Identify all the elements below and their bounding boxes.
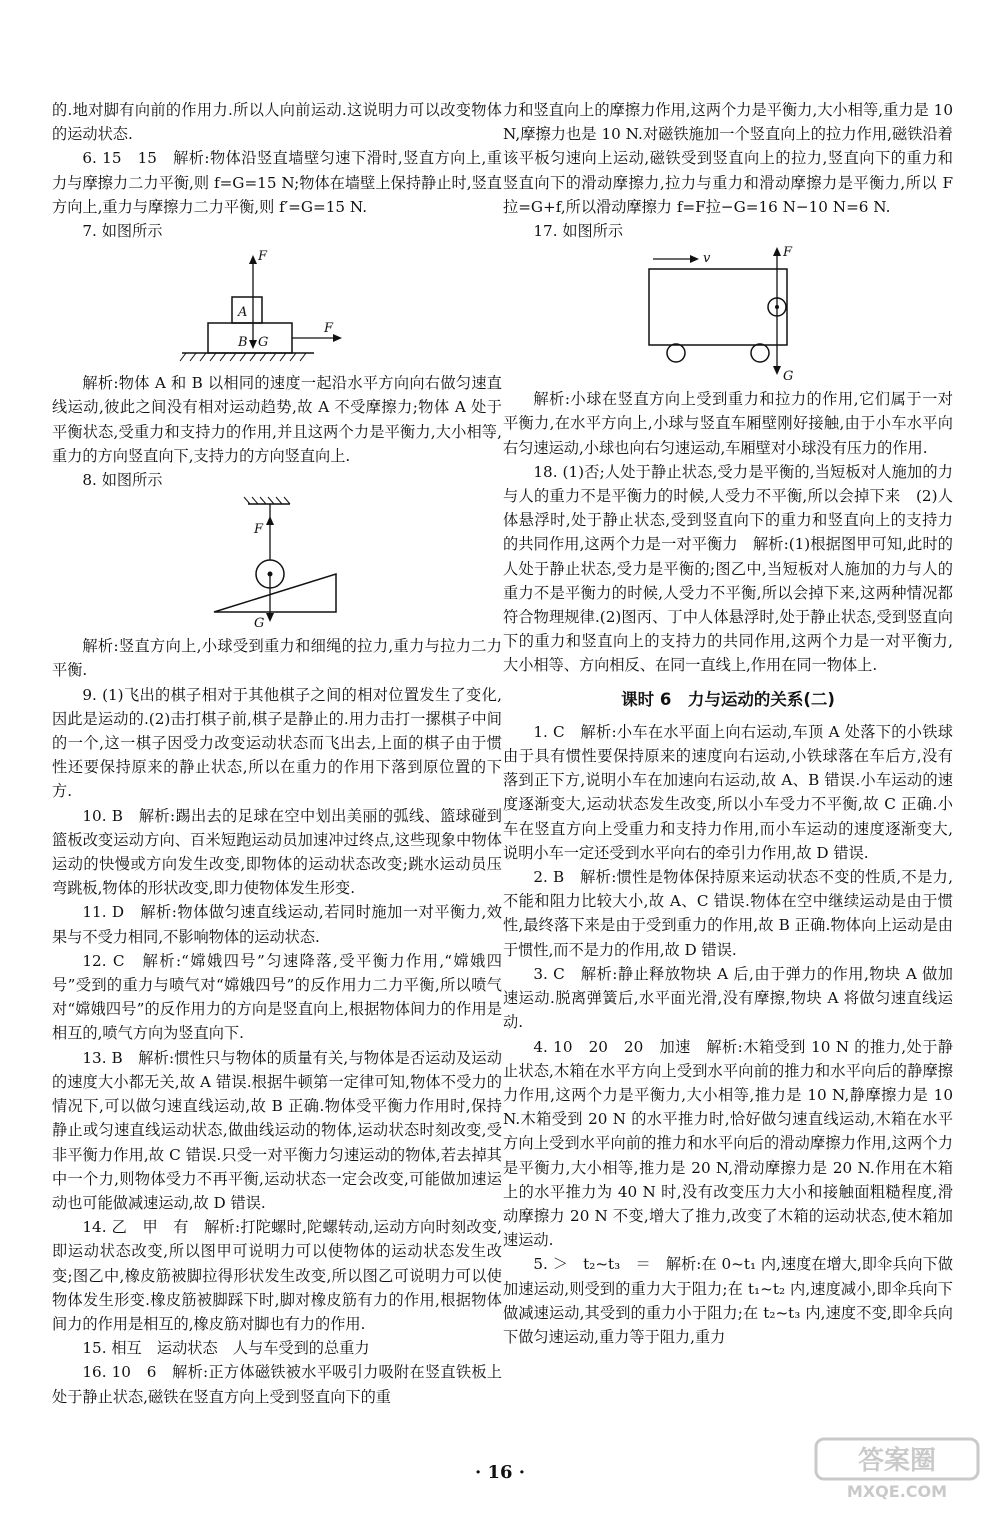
fig17-label-G: G: [783, 369, 794, 385]
fig7-label-F-right: F: [324, 321, 334, 337]
lesson6-answer-1: 1. C 解析:小车在水平面上向右运动,车顶 A 处落下的小铁球由于具有惯性要保持原来的速度向右运动,小铁球落在车后方,没有落到正下方,说明小车在加速向右运动,故 A、B 错误.小车运动的速度逐渐变大,运动状态发生改变,所以小车受力不平衡,故 C 正确.小车在竖直方向上受重力和支持力作用,而小车运动的速度逐渐变大,说明小车一定还受到水平向右的牵引力作用,故 D 错误.: [503, 722, 953, 862]
figure-17-cart: [503, 245, 953, 385]
answer-18: 18. (1)否;人处于静止状态,受力是平衡的,当短板对人施加的力与人的重力不是平衡力的时候,人受力不平衡,所以会掉下来 (2)人体悬浮时,处于静止状态,受到竖直向下的重力和竖直向上的支持力的共同作用,这两个力是一对平衡力 解析:(1)根据图甲可知,此时的人处于静止状态,受力是平衡的;图乙中,当短板对人施加的力与人的重力不是平衡力的时候,人受力不平衡,所以会掉下来,这两种情况都符合物理规律.(2)图丙、丁中人体悬浮时,处于静止状态,受到竖直向下的重力和竖直向上的支持力的共同作用,这两个力是一对平衡力,大小相等、方向相反、在同一直线上,作用在同一物体上.: [503, 462, 953, 675]
fig7-label-B: B: [238, 335, 248, 351]
fig7-label-F-up: F: [258, 249, 268, 265]
answer-13: 13. B 解析:惯性只与物体的质量有关,与物体是否运动及运动的速度大小都无关,故 A 错误.根据牛顿第一定律可知,物体不受力的情况下,可以做匀速直线运动,故 B 正确.物体受平衡力作用时,保持静止或匀速直线运动状态,做曲线运动的物体,运动状态时刻改变,受非平衡力作用,故 C 错误.只受一对平衡力匀速运动的物体,若去掉其中一个力,则物体受力不再平衡,运动状态一定会改变,可能做加速运动也可能做减速运动,故 D 错误.: [52, 1048, 502, 1212]
section-title: 课时 6 力与运动的关系(二): [621, 689, 835, 709]
fig17-label-v: v: [703, 251, 711, 267]
answer-10: 10. B 解析:踢出去的足球在空中划出美丽的弧线、篮球碰到篮板改变运动方向、百米短跑运动员加速冲过终点,这些现象中物体运动的快慢或方向发生改变,即物体的运动状态改变;跳水运动员压弯跳板,物体的形状改变,即力使物体发生形变.: [52, 806, 502, 898]
answer-12: 12. C 解析:“嫦娥四号”匀速降落,受平衡力作用,“嫦娥四号”受到的重力与喷气对“嫦娥四号”的反作用力二力平衡,所以喷气对“嫦娥四号”的反作用力的方向是竖直向上,根据物体间力的作用是相互的,喷气方向为竖直向下.: [52, 951, 502, 1043]
fig7-label-G: G: [258, 335, 269, 351]
fig17-label-F: F: [783, 245, 793, 261]
answer-6: 6. 15 15 解析:物体沿竖直墙壁匀速下滑时,竖直方向上,重力与摩擦力二力平衡,则 f=G=15 N;物体在墙壁上保持静止时,竖直方向上,重力与摩擦力二力平衡,则 f′=G=15 N.: [52, 149, 502, 216]
answer-11: 11. D 解析:物体做匀速直线运动,若同时施加一对平衡力,效果与不受力相同,不影响物体的运动状态.: [52, 903, 502, 946]
answer-9: 9. (1)飞出的棋子相对于其他棋子之间的相对位置发生了变化,因此是运动的.(2)击打棋子前,棋子是静止的.用力击打一摞棋子中间的一个,这一棋子因受力改变运动状态而飞出去,上面的棋子由于惯性还要保持原来的静止状态,所以在重力的作用下落到原位置的下方.: [52, 685, 502, 801]
answer-8: 解析:竖直方向上,小球受到重力和细绳的拉力,重力与拉力二力平衡.: [52, 637, 502, 680]
lesson6-answer-4: 4. 10 20 20 加速 解析:木箱受到 10 N 的推力,处于静止状态,木箱在水平方向上受到水平向前的推力和水平向后的静摩擦力作用,这两个力是平衡力,大小相等,推力是 10 N,静摩擦力是 10 N.木箱受到 20 N 的水平推力时,恰好做匀速直线运动,木箱在水平方向上受到水平向前的推力和水平向后的滑动摩擦力作用,这两个力是平衡力,大小相等,推力是 20 N,滑动摩擦力是 20 N.作用在木箱上的水平推力为 40 N 时,没有改变压力大小和接触面粗糙程度,滑动摩擦力 20 N 不变,增大了推力,改变了木箱的运动状态,使木箱加速运动.: [503, 1037, 953, 1250]
answer-16: 16. 10 6 解析:正方体磁铁被水平吸引力吸附在竖直铁板上处于静止状态,磁铁在竖直方向上受到竖直向下的重: [52, 1363, 502, 1406]
answer-15: 15. 相互 运动状态 人与车受到的总重力: [82, 1339, 370, 1358]
answer-17: 解析:小球在竖直方向上受到重力和拉力的作用,它们属于一对平衡力,在水平方向上,小球与竖直车厢壁刚好接触,由于小车水平向右匀速运动,小球也向右匀速运动,车厢壁对小球没有压力的作用.: [503, 390, 953, 457]
right-column: [503, 98, 953, 1349]
lesson6-answer-5: 5. ＞ t₂~t₃ ＝ 解析:在 0~t₁ 内,速度在增大,即伞兵向下做加速运动,则受到的重力大于阻力;在 t₁~t₂ 内,速度减小,即伞兵向下做减速运动,其受到的重力小于阻力;在 t₂~t₃ 内,速度不变,即伞兵向下做匀速运动,重力等于阻力,重力: [503, 1255, 953, 1346]
answer-17-heading: 17. 如图所示: [533, 222, 624, 241]
answer-7: 解析:物体 A 和 B 以相同的速度一起沿水平方向向右做匀速直线运动,彼此之间没有相对运动趋势,故 A 不受摩擦力;物体 A 处于平衡状态,受重力和支持力的作用,并且这两个力是平衡力,大小相等,重力的方向竖直向下,支持力的方向竖直向上.: [52, 374, 502, 465]
watermark-logo: [812, 1435, 982, 1503]
svg-text:MXQE.COM: MXQE.COM: [846, 1482, 948, 1501]
answer-intro: 的.地对脚有向前的作用力.所以人向前运动.这说明力可以改变物体的运动状态.: [52, 101, 502, 144]
fig7-label-A: A: [238, 305, 248, 321]
answer-14: 14. 乙 甲 有 解析:打陀螺时,陀螺转动,运动方向时刻改变,即运动状态改变,所以图甲可说明力可以使物体的运动状态发生改变;图乙中,橡皮筋被脚拉得形状发生改变,所以图乙可说明力可以使物体发生形变.橡皮筋被脚踩下时,脚对橡皮筋有力的作用,根据物体间力的作用是相互的,橡皮筋对脚也有力的作用.: [52, 1218, 502, 1333]
fig8-label-F: F: [254, 522, 264, 538]
answer-16-continued: 力和竖直向上的摩擦力作用,这两个力是平衡力,大小相等,重力是 10 N,摩擦力也是 10 N.对磁铁施加一个竖直向上的拉力作用,磁铁沿着该平板匀速向上运动,磁铁受到竖直向上的拉力,竖直向下的重力和竖直向下的滑动摩擦力,拉力与重力和滑动摩擦力是平衡力,所以 F拉=G+f,所以滑动摩擦力 f=F拉−G=16 N−10 N=6 N.: [503, 101, 953, 216]
fig8-label-G: G: [254, 616, 265, 632]
answer-7-heading: 7. 如图所示: [82, 222, 163, 241]
figure-8-incline: [52, 494, 502, 632]
answer-8-heading: 8. 如图所示: [82, 471, 163, 490]
figure-7-blocks: [52, 245, 502, 369]
lesson6-answer-3: 3. C 解析:静止释放物块 A 后,由于弹力的作用,物块 A 做加速运动.脱离弹簧后,水平面光滑,没有摩擦,物块 A 将做匀速直线运动.: [503, 964, 953, 1032]
left-column: [52, 98, 502, 1409]
lesson6-answer-2: 2. B 解析:惯性是物体保持原来运动状态不变的性质,不是力,不能和阻力比较大小,故 A、C 错误.物体在空中继续运动是由于惯性,最终落下来是由于受到重力的作用,故 B 正确.物体向上运动是由于惯性,而不是力的作用,故 D 错误.: [503, 868, 953, 959]
page-number: · 16 ·: [474, 1462, 526, 1483]
svg-text:答案圈: 答案圈: [857, 1446, 937, 1476]
